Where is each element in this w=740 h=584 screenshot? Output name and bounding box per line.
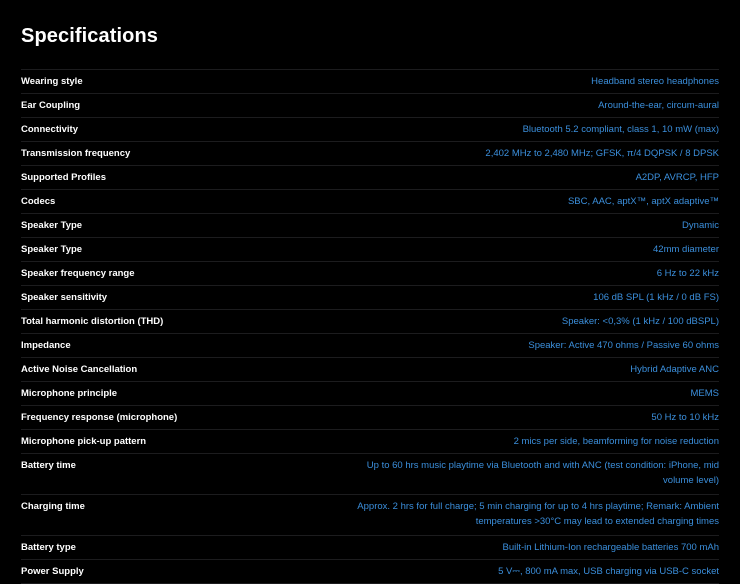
spec-value: SBC, AAC, aptX™, aptX adaptive™ xyxy=(567,196,719,207)
spec-value: 6 Hz to 22 kHz xyxy=(656,268,719,279)
spec-label: Impedance xyxy=(21,340,71,351)
spec-label: Codecs xyxy=(21,196,56,207)
spec-value: MEMS xyxy=(690,388,719,399)
spec-row-power-supply xyxy=(21,559,719,584)
spec-label: Active Noise Cancellation xyxy=(21,364,138,375)
spec-value: Dynamic xyxy=(682,220,719,231)
spec-row-impedance xyxy=(21,333,719,357)
spec-label: Speaker sensitivity xyxy=(21,292,108,303)
spec-value: 5 V⎓, 800 mA max, USB charging via USB-C socket xyxy=(498,566,719,577)
spec-value: Built-in Lithium-Ion rechargeable batteries 700 mAh xyxy=(502,542,719,553)
spec-row-wearing-style xyxy=(21,69,719,93)
spec-value: 2,402 MHz to 2,480 MHz; GFSK, π/4 DQPSK / 8 DPSK xyxy=(485,148,719,159)
spec-row-battery-time xyxy=(21,453,719,494)
spec-row-transmission-frequency xyxy=(21,141,719,165)
spec-value: A2DP, AVRCP, HFP xyxy=(635,172,719,183)
spec-value: 50 Hz to 10 kHz xyxy=(651,412,719,423)
spec-label: Charging time xyxy=(21,501,85,512)
spec-row-thd xyxy=(21,309,719,333)
spec-row-ear-coupling xyxy=(21,93,719,117)
spec-value: Bluetooth 5.2 compliant, class 1, 10 mW (max) xyxy=(522,124,719,135)
spec-row-connectivity xyxy=(21,117,719,141)
spec-value: Hybrid Adaptive ANC xyxy=(630,364,719,375)
spec-row-charging-time xyxy=(21,494,719,535)
spec-label: Speaker Type xyxy=(21,244,83,255)
spec-label: Transmission frequency xyxy=(21,148,131,159)
spec-row-microphone-pickup-pattern xyxy=(21,429,719,453)
spec-label: Total harmonic distortion (THD) xyxy=(21,316,164,327)
spec-value: Speaker: <0,3% (1 kHz / 100 dBSPL) xyxy=(561,316,719,327)
spec-row-speaker-frequency-range xyxy=(21,261,719,285)
spec-label: Battery time xyxy=(21,460,76,471)
spec-label: Power Supply xyxy=(21,566,84,577)
spec-value: Headband stereo headphones xyxy=(591,76,719,87)
spec-label: Battery type xyxy=(21,542,76,553)
spec-label: Speaker frequency range xyxy=(21,268,135,279)
spec-value: Approx. 2 hrs for full charge; 5 min charging for up to 4 hrs playtime; Remark: Ambient temperatures >30°C may lead to extended charging times xyxy=(357,501,719,527)
spec-value: Up to 60 hrs music playtime via Bluetooth and with ANC (test condition: iPhone, mid volume level) xyxy=(366,460,719,486)
spec-value: Speaker: Active 470 ohms / Passive 60 ohms xyxy=(528,340,719,351)
spec-label: Supported Profiles xyxy=(21,172,106,183)
spec-value: 2 mics per side, beamforming for noise reduction xyxy=(513,436,719,447)
specs-table xyxy=(21,69,719,584)
spec-label: Ear Coupling xyxy=(21,100,81,111)
spec-label: Wearing style xyxy=(21,76,83,87)
spec-label: Frequency response (microphone) xyxy=(21,412,178,423)
spec-value: 42mm diameter xyxy=(653,244,719,255)
spec-row-anc xyxy=(21,357,719,381)
spec-row-microphone-frequency-response xyxy=(21,405,719,429)
spec-row-battery-type xyxy=(21,535,719,559)
spec-row-codecs xyxy=(21,189,719,213)
spec-label: Connectivity xyxy=(21,124,79,135)
spec-value: Around-the-ear, circum-aural xyxy=(598,100,719,111)
spec-label: Speaker Type xyxy=(21,220,83,231)
spec-row-supported-profiles xyxy=(21,165,719,189)
spec-row-speaker-sensitivity xyxy=(21,285,719,309)
spec-row-speaker-type-size xyxy=(21,237,719,261)
spec-value: 106 dB SPL (1 kHz / 0 dB FS) xyxy=(593,292,719,303)
page-title: Specifications xyxy=(21,25,158,47)
spec-row-microphone-principle xyxy=(21,381,719,405)
spec-row-speaker-type xyxy=(21,213,719,237)
spec-label: Microphone principle xyxy=(21,388,118,399)
spec-label: Microphone pick-up pattern xyxy=(21,436,147,447)
